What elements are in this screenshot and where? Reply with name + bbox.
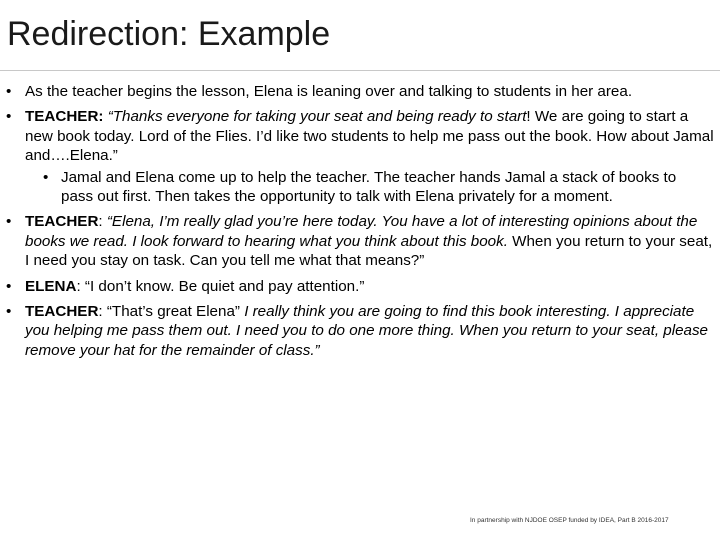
bullet-item <box>0 212 720 270</box>
speaker-label: TEACHER <box>25 213 99 231</box>
dialogue-quote: I really think you are going to find this book interesting. I appreciate you helping me pass them out. I need you to do one more thing. When you return to your seat, please remove your hat for the remainder of class.” <box>25 303 709 359</box>
dialogue-text: ! We are going to start a new book today. Lord of the Flies. I’d like two students to help me pass out the book. How about Jamal and….Elena.” <box>25 108 714 165</box>
bullet-item <box>0 277 720 296</box>
bullet-marker: • <box>6 213 12 231</box>
bullet-marker: • <box>43 168 49 186</box>
dialogue-text: When you return to your seat, I need you stay on task. Can you tell me what that means?” <box>25 232 713 270</box>
footer-credit: In partnership with NJDOE OSEP funded by IDEA, Part B 2016-2017 <box>470 517 669 524</box>
bullet-marker: • <box>6 83 12 100</box>
speaker-label: TEACHER: <box>25 108 104 126</box>
slide-title: Redirection: Example <box>7 15 331 53</box>
bullet-marker: • <box>6 277 12 295</box>
speaker-colon: : <box>98 213 103 231</box>
dialogue-quote: “Elena, I’m really glad you’re here today. You have a lot of interesting opinions about the books we read. I look forward to hearing what you think about this book. <box>25 213 698 250</box>
bullet-item <box>0 302 720 360</box>
speaker-label: TEACHER <box>25 303 99 321</box>
dialogue-quote: “Thanks everyone for taking your seat and being ready to start <box>103 108 527 126</box>
dialogue-text: : “That’s great Elena” <box>98 303 240 321</box>
bullet-text: Jamal and Elena come up to help the teacher. The teacher hands Jamal a stack of books to pass out first. Then takes the opportunity to talk with Elena privately for a moment. <box>61 168 677 206</box>
title-divider <box>0 70 720 71</box>
bullet-marker: • <box>6 303 12 321</box>
dialogue-text: : “I don’t know. Be quiet and pay attention.” <box>76 277 365 295</box>
bullet-marker: • <box>6 108 12 126</box>
bullet-text: As the teacher begins the lesson, Elena is leaning over and talking to students in her area. <box>25 83 633 100</box>
bullet-item <box>0 107 720 165</box>
sub-bullet-item <box>0 168 720 207</box>
bullet-item <box>0 82 720 101</box>
slide-body <box>0 82 720 366</box>
speaker-label: ELENA <box>25 277 77 295</box>
